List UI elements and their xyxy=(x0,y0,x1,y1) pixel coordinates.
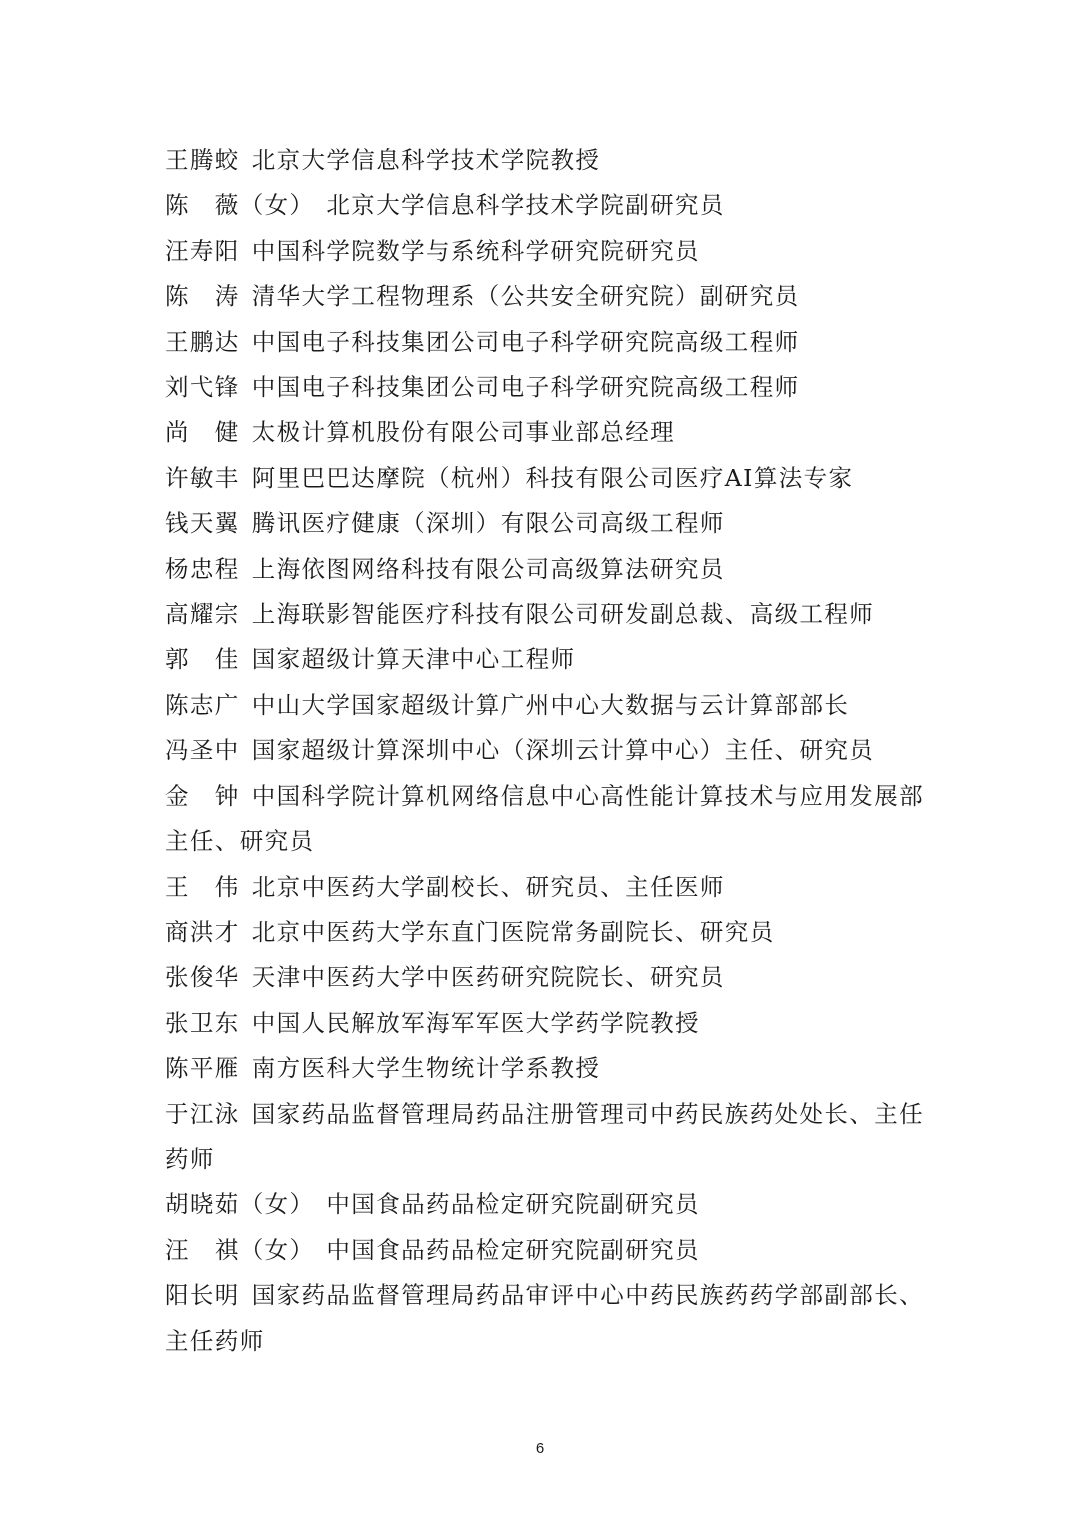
person-name: 陈 涛 xyxy=(165,282,240,311)
person-affiliation: 上海依图网络科技有限公司高级算法研究员 xyxy=(251,554,725,583)
person-name: 王鹏达 xyxy=(165,327,240,356)
person-affiliation: 中山大学国家超级计算广州中心大数据与云计算部部长 xyxy=(251,690,850,719)
list-item xyxy=(165,365,925,410)
list-item xyxy=(165,410,925,455)
person-affiliation: 阿里巴巴达摩院（杭州）科技有限公司医疗AI算法专家 xyxy=(251,463,854,492)
person-affiliation: 国家超级计算天津中心工程师 xyxy=(251,645,576,674)
person-affiliation: 北京中医药大学东直门医院常务副院长、研究员 xyxy=(251,917,775,946)
list-item xyxy=(165,229,925,274)
person-affiliation: 中国食品药品检定研究院副研究员 xyxy=(326,1235,700,1264)
list-item xyxy=(165,1273,925,1364)
person-name: 陈平雁 xyxy=(165,1054,240,1083)
list-item xyxy=(165,592,925,637)
list-item xyxy=(165,955,925,1000)
list-item xyxy=(165,547,925,592)
person-affiliation: 中国食品药品检定研究院副研究员 xyxy=(326,1190,700,1219)
person-affiliation: 中国电子科技集团公司电子科学研究院高级工程师 xyxy=(251,373,800,402)
list-item xyxy=(165,1001,925,1046)
list-item xyxy=(165,320,925,365)
list-item xyxy=(165,910,925,955)
person-name: 许敏丰 xyxy=(165,463,240,492)
person-name: 郭 佳 xyxy=(165,645,240,674)
person-name: 刘弋锋 xyxy=(165,373,240,402)
list-item xyxy=(165,1092,925,1183)
list-item xyxy=(165,274,925,319)
list-item xyxy=(165,728,925,773)
list-item xyxy=(165,1046,925,1091)
person-name: 尚 健 xyxy=(165,418,240,447)
person-affiliation: 清华大学工程物理系（公共安全研究院）副研究员 xyxy=(251,282,800,311)
person-affiliation: 国家超级计算深圳中心（深圳云计算中心）主任、研究员 xyxy=(251,736,875,765)
person-name: 高耀宗 xyxy=(165,600,240,629)
person-affiliation: 北京中医药大学副校长、研究员、主任医师 xyxy=(251,872,725,901)
person-affiliation: 中国科学院计算机网络信息中心高性能计算技术与应用发展部主任、研究员 xyxy=(165,781,925,856)
person-affiliation: 南方医科大学生物统计学系教授 xyxy=(251,1054,601,1083)
person-name: 王 伟 xyxy=(165,872,240,901)
list-item xyxy=(165,456,925,501)
person-affiliation: 国家药品监督管理局药品注册管理司中药民族药处处长、主任药师 xyxy=(165,1099,925,1173)
person-affiliation: 中国电子科技集团公司电子科学研究院高级工程师 xyxy=(251,327,800,356)
person-name: 于江泳 xyxy=(165,1099,240,1128)
person-name: 陈志广 xyxy=(165,690,240,719)
expert-list xyxy=(165,138,925,1364)
person-affiliation: 北京大学信息科学技术学院教授 xyxy=(251,146,601,174)
person-affiliation: 腾讯医疗健康（深圳）有限公司高级工程师 xyxy=(251,509,725,538)
person-name: 杨忠程 xyxy=(165,554,240,583)
list-item xyxy=(165,138,925,183)
person-name: 阳长明 xyxy=(165,1281,240,1310)
list-item xyxy=(165,637,925,682)
list-item xyxy=(165,774,925,865)
list-item xyxy=(165,683,925,728)
person-name: 张俊华 xyxy=(165,963,240,992)
list-item xyxy=(165,501,925,546)
person-affiliation: 北京大学信息科学技术学院副研究员 xyxy=(326,191,725,220)
person-name: 金 钟 xyxy=(165,781,240,810)
person-name: 张卫东 xyxy=(165,1008,240,1037)
list-item xyxy=(165,1182,925,1227)
person-affiliation: 上海联影智能医疗科技有限公司研发副总裁、高级工程师 xyxy=(251,600,875,629)
person-name: 汪寿阳 xyxy=(165,236,240,265)
list-item xyxy=(165,1228,925,1273)
list-item xyxy=(165,183,925,228)
person-affiliation: 中国人民解放军海军军医大学药学院教授 xyxy=(251,1008,700,1037)
person-name: 钱天翼 xyxy=(165,509,240,538)
person-name: 胡晓茹（女） xyxy=(165,1190,315,1219)
page-number: 6 xyxy=(535,1440,545,1457)
person-affiliation: 国家药品监督管理局药品审评中心中药民族药药学部副部长、主任药师 xyxy=(165,1281,925,1355)
person-name: 冯圣中 xyxy=(165,736,240,765)
person-affiliation: 中国科学院数学与系统科学研究院研究员 xyxy=(251,236,700,265)
person-affiliation: 太极计算机股份有限公司事业部总经理 xyxy=(251,418,676,447)
person-name: 汪 祺（女） xyxy=(165,1235,315,1264)
person-name: 王腾蛟 xyxy=(165,146,240,174)
person-name: 商洪才 xyxy=(165,917,240,946)
list-item xyxy=(165,865,925,910)
person-name: 陈 薇（女） xyxy=(165,191,315,220)
person-affiliation: 天津中医药大学中医药研究院院长、研究员 xyxy=(251,963,725,992)
